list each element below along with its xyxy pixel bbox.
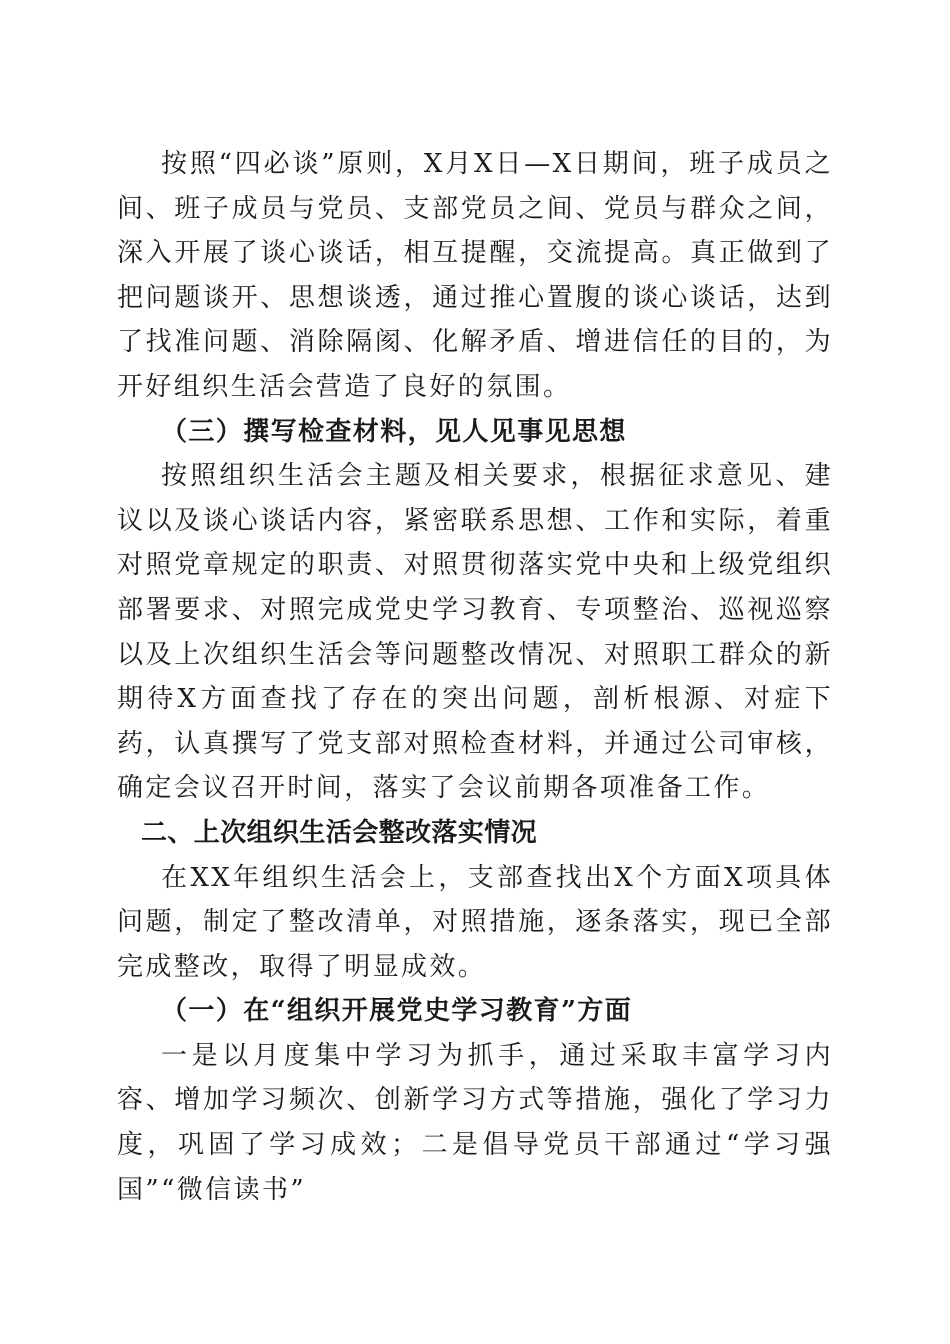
document-body: [117, 142, 833, 1212]
paragraph-rectification-summary: 在XX年组织生活会上，支部查找出X个方面X项具体问题，制定了整改清单，对照措施，逐条落实，现已全部完成整改，取得了明显成效。: [117, 862, 833, 982]
heading-rectification-status: 二、上次组织生活会整改落实情况: [141, 817, 538, 848]
paragraph-party-history-education: 一是以月度集中学习为抓手，通过采取丰富学习内容、增加学习频次、创新学习方式等措施，强化了学习力度，巩固了学习成效；二是倡导党员干部通过“学习强国”“微信读书”: [117, 1040, 833, 1205]
paragraph-inspection-materials: 按照组织生活会主题及相关要求，根据征求意见、建议以及谈心谈话内容，紧密联系思想、工作和实际，着重对照党章规定的职责、对照贯彻落实党中央和上级党组织部署要求、对照完成党史学习教育、专项整治、巡视巡察以及上次组织生活会等问题整改情况、对照职工群众的新期待X方面查找了存在的突出问题，剖析根源、对症下药，认真撰写了党支部对照检查材料，并通过公司审核，确定会议召开时间，落实了会议前期各项准备工作。: [117, 461, 833, 804]
subheading-write-inspection-materials: （三）撰写检查材料，见人见事见思想: [161, 416, 627, 447]
subheading-party-history-education: （一）在“组织开展党史学习教育”方面: [161, 996, 633, 1027]
paragraph-heart-to-heart-talks: 按照“四必谈”原则，X月X日—X日期间，班子成员之间、班子成员与党员、支部党员之间、党员与群众之间，深入开展了谈心谈话，相互提醒，交流提高。真正做到了把问题谈开、思想谈透，通过推心置腹的谈心谈话，达到了找准问题、消除隔阂、化解矛盾、增进信任的目的，为开好组织生活会营造了良好的氛围。: [117, 149, 833, 402]
